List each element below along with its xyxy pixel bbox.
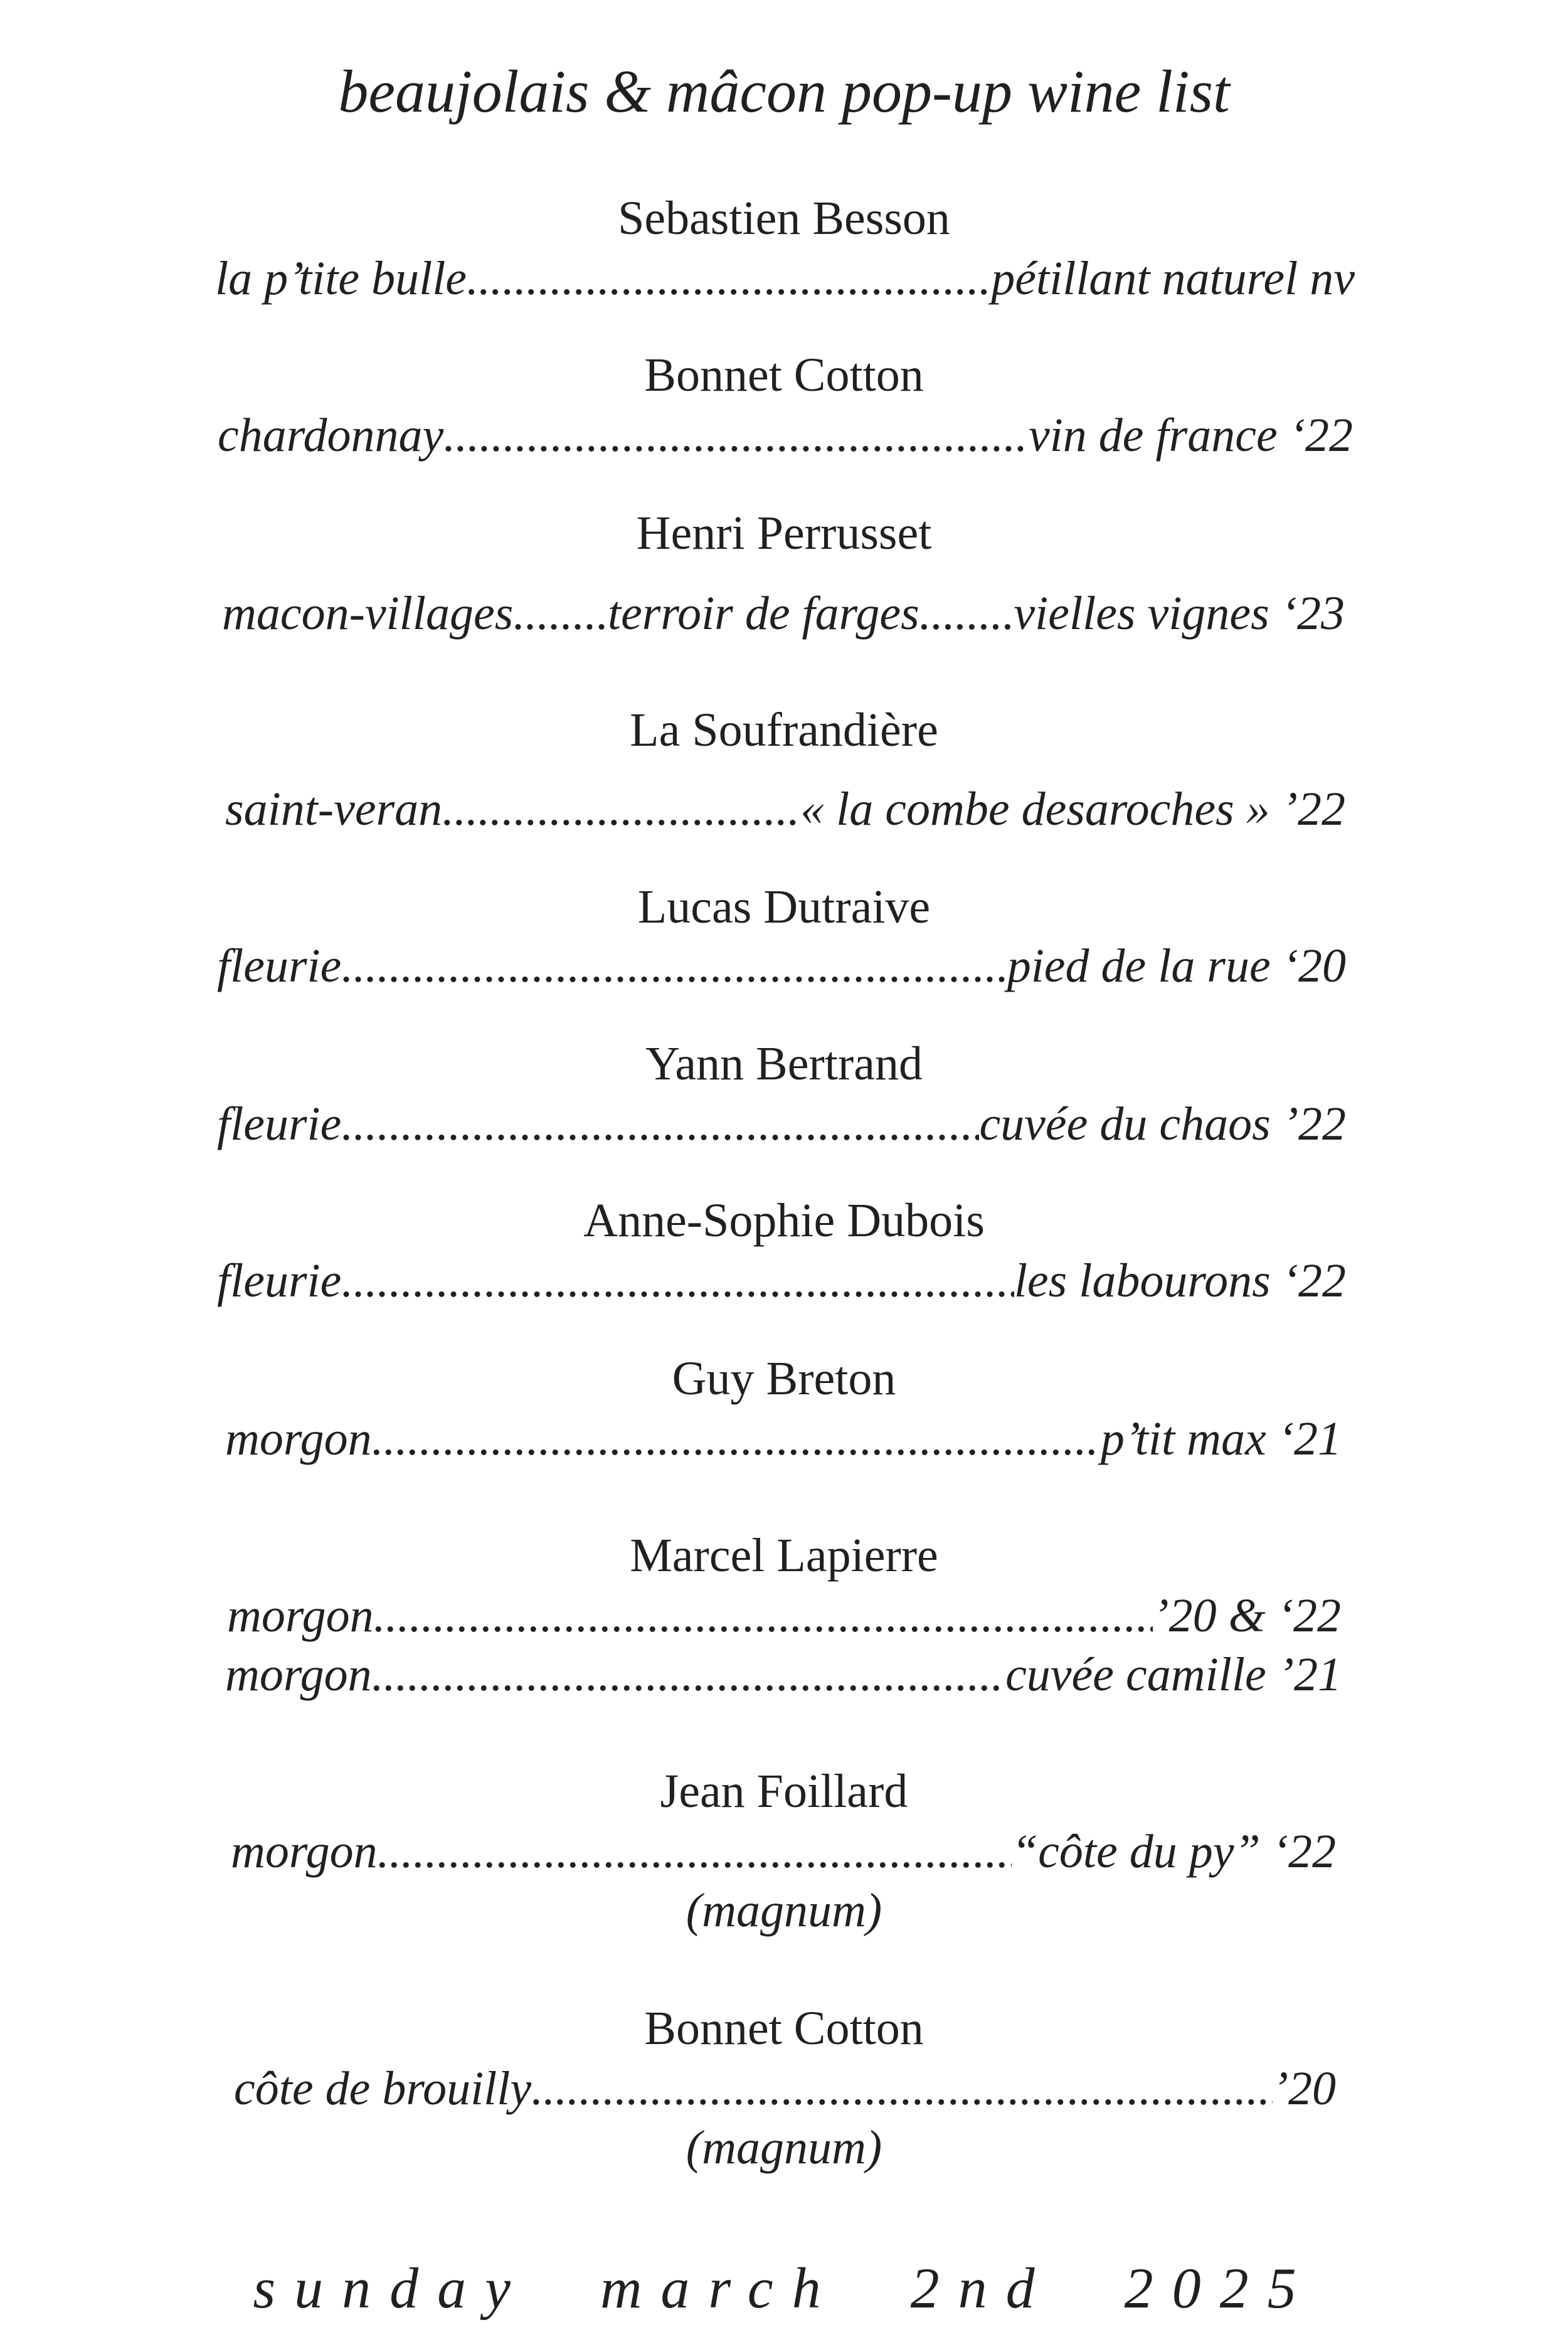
wine-detail: ’20: [1272, 2062, 1336, 2115]
wine-name: côte de brouilly: [234, 2062, 532, 2115]
wine-name: morgon: [225, 1648, 372, 1701]
producer-name: Guy Breton: [672, 1352, 896, 1405]
wine-detail: cuvée du chaos ’22: [979, 1098, 1346, 1150]
dot-leader: [372, 1645, 1005, 1705]
dot-leader: [341, 1094, 979, 1154]
dot-leader: [372, 1409, 1101, 1469]
wine-line: [225, 1409, 1342, 1469]
event-date: sunday march 2nd 2025: [253, 2256, 1315, 2320]
wine-line: [225, 1645, 1342, 1705]
dot-leader: [341, 936, 1007, 996]
wine-detail: “côte du py” ‘22: [1011, 1825, 1336, 1878]
wine-name: fleurie: [217, 1098, 342, 1150]
producer-name: Marcel Lapierre: [630, 1529, 938, 1582]
producer-name: Bonnet Cotton: [644, 2002, 924, 2055]
wine-detail: ’20 & ‘22: [1153, 1589, 1341, 1642]
producer-name: Sebastien Besson: [618, 192, 950, 245]
dot-leader: [443, 405, 1029, 465]
wine-name: fleurie: [217, 1254, 342, 1307]
dot-leader: [919, 583, 1014, 644]
dot-leader: [513, 583, 608, 644]
wine-detail: « la combe desaroches » ’22: [800, 783, 1345, 835]
wine-line: [227, 1586, 1341, 1646]
wine-line: [225, 779, 1345, 839]
wine-line: [222, 583, 1345, 644]
format-note: (magnum): [686, 1884, 882, 1937]
wine-name: fleurie: [217, 940, 342, 992]
producer-name: Henri Perrusset: [636, 507, 932, 559]
wine-line: [231, 1821, 1336, 1882]
wine-line: [218, 405, 1353, 465]
wine-detail: cuvée camille ’21: [1005, 1648, 1342, 1701]
dot-leader: [531, 2058, 1273, 2119]
dot-leader: [374, 1586, 1153, 1646]
wine-name: chardonnay: [218, 409, 444, 462]
wine-detail: vin de france ‘22: [1028, 409, 1353, 462]
wine-detail: pied de la rue ‘20: [1007, 940, 1346, 992]
wine-name: saint-veran: [225, 783, 443, 835]
wine-detail: vielles vignes ‘23: [1014, 587, 1345, 640]
wine-vineyard: terroir de farges: [607, 587, 919, 640]
dot-leader: [341, 1251, 1014, 1311]
wine-detail: les labourons ‘22: [1014, 1254, 1346, 1307]
wine-line: [217, 936, 1346, 996]
wine-name: la p’tite bulle: [215, 252, 467, 305]
format-note: (magnum): [686, 2121, 882, 2174]
wine-line: [217, 1094, 1346, 1154]
wine-name: morgon: [231, 1825, 378, 1878]
producer-name: Jean Foillard: [660, 1765, 908, 1818]
wine-list-title: beaujolais & mâcon pop-up wine list: [338, 58, 1230, 125]
dot-leader: [467, 248, 991, 309]
producer-name: Lucas Dutraive: [637, 881, 931, 933]
wine-line: [217, 1251, 1346, 1311]
producer-name: Yann Bertrand: [645, 1037, 923, 1090]
wine-line: [234, 2058, 1336, 2119]
wine-name: macon-villages: [222, 587, 514, 640]
wine-name: morgon: [227, 1589, 374, 1642]
wine-detail: pétillant naturel nv: [991, 252, 1355, 305]
dot-leader: [442, 779, 800, 839]
wine-detail: p’tit max ‘21: [1100, 1412, 1342, 1465]
wine-line: [215, 248, 1355, 309]
dot-leader: [378, 1821, 1012, 1882]
producer-name: Anne-Sophie Dubois: [583, 1194, 985, 1247]
producer-name: Bonnet Cotton: [644, 349, 924, 401]
wine-name: morgon: [225, 1412, 372, 1465]
producer-name: La Soufrandière: [630, 704, 938, 756]
